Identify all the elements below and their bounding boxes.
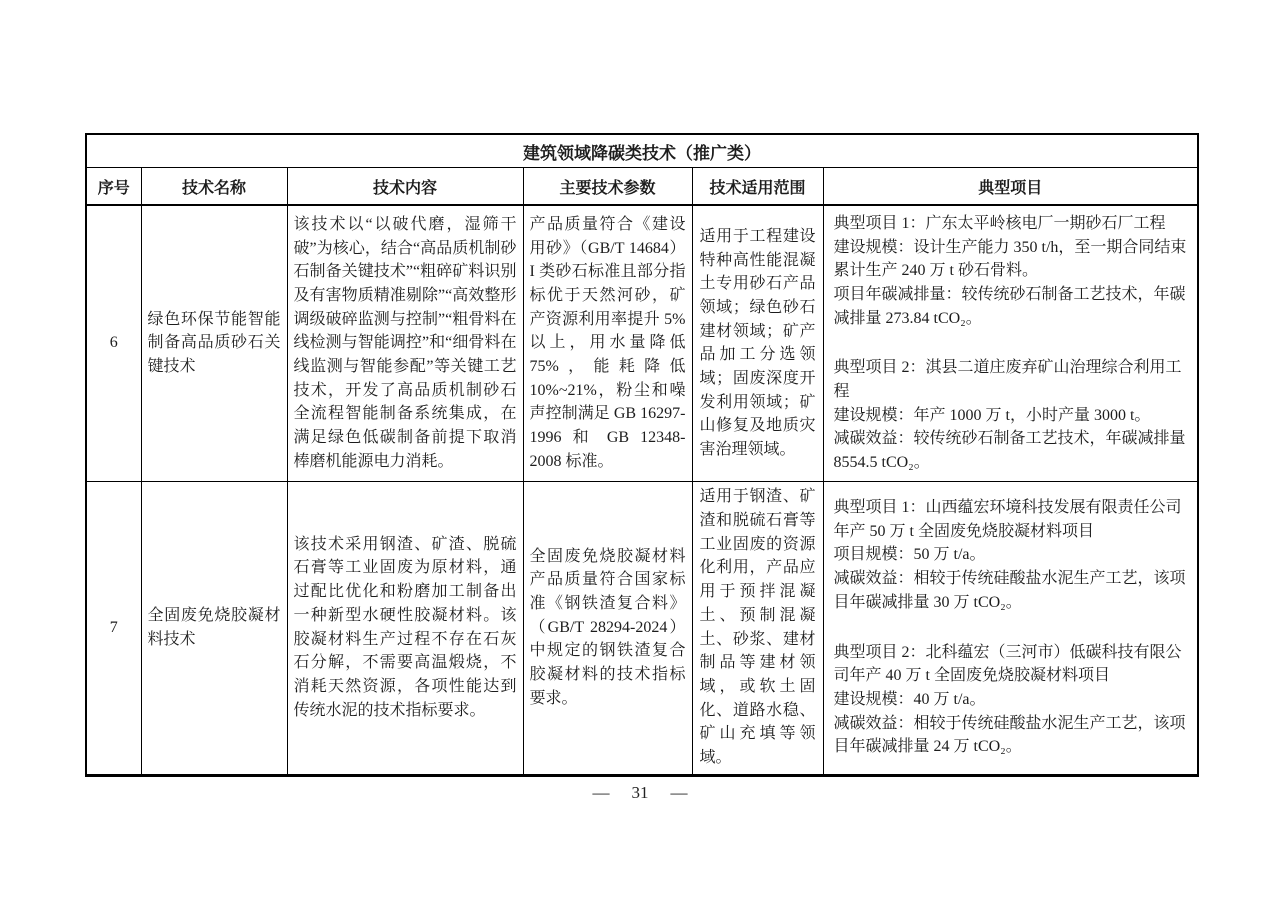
page-number-dash-left: —: [592, 783, 610, 802]
project-line: 减碳效益：较传统砂石制备工艺技术，年碳减排量 8554.5 tCO₂。: [833, 430, 1186, 471]
page-number: [0, 783, 1280, 803]
tech-params: 全固废免烧胶凝材料产品质量符合国家标准《钢铁渣复合料》（GB/T 28294-2024）中规定的钢铁渣复合胶凝材料的技术指标要求。: [523, 481, 692, 775]
project-gap: [834, 615, 1188, 641]
project-line: 项目年碳减排量：较传统砂石制备工艺技术，年碳减排量 273.84 tCO₂。: [833, 285, 1186, 327]
project-line: 减碳效益：相较于传统硅酸盐水泥生产工艺，该项目年碳减排量 30 万 tCO₂。: [833, 570, 1186, 611]
page-number-value: 31: [631, 783, 649, 802]
tech-scope: 适用于钢渣、矿渣和脱硫石膏等工业固废的资源化利用，产品应用于预拌混凝土、预制混凝土、砂浆、建材制品等建材领域，或软土固化、道路水稳、矿山充填等领域。: [692, 481, 823, 775]
table-row: [86, 205, 1198, 481]
tech-name: 全固废免烧胶凝材料技术: [141, 481, 287, 775]
project-line: 典型项目 2：北科蕴宏（三河市）低碳科技有限公司年产 40 万 t 全固废免烧胶凝材料项目: [833, 643, 1182, 685]
project-line: 项目规模：50 万 t/a。: [833, 546, 986, 564]
row-number: 7: [86, 481, 141, 775]
typical-projects: [823, 205, 1198, 481]
project-line: 建设规模：40 万 t/a。: [833, 690, 986, 708]
table-title-row: [86, 134, 1198, 168]
tech-table: [85, 133, 1199, 777]
tech-content: 该技术以“以破代磨，湿筛干破”为核心，结合“高品质机制砂石制备关键技术”“粗碎矿料识别及有害物质精准剔除”“高效整形调级破碎监测与控制”“粗骨料在线检测与智能调控”和“细骨料在线监测与智能参配”等关键工艺技术，开发了高品质机制砂石全流程智能制备系统集成，在满足绿色低碳制备前提下取消棒磨机能源电力消耗。: [287, 205, 523, 481]
col-header-typical-projects: 典型项目: [823, 168, 1198, 206]
typical-projects: [823, 481, 1198, 775]
tech-name: 绿色环保节能智能制备高品质砂石关键技术: [141, 205, 287, 481]
tech-content: 该技术采用钢渣、矿渣、脱硫石膏等工业固废为原材料，通过配比优化和粉磨加工制备出一种新型水硬性胶凝材料。该胶凝材料生产过程不存在石灰石分解，不需要高温煅烧，不消耗天然资源，各项性能达到传统水泥的技术指标要求。: [287, 481, 523, 775]
col-header-tech-name: 技术名称: [141, 168, 287, 206]
tech-scope: 适用于工程建设特种高性能混凝土专用砂石产品领域；绿色砂石建材领域；矿产品加工分选领域；固废深度开发利用领域；矿山修复及地质灾害治理领域。: [692, 205, 823, 481]
table-row: [86, 481, 1198, 775]
col-header-tech-scope: 技术适用范围: [692, 168, 823, 206]
table-title: 建筑领域降碳类技术（推广类）: [86, 134, 1198, 168]
project-line: 典型项目 2：淇县二道庄废弃矿山治理综合利用工程: [833, 359, 1182, 400]
row-number: 6: [86, 205, 141, 481]
project-line: 典型项目 1：山西蕴宏环境科技发展有限责任公司年产 50 万 t 全固废免烧胶凝材料项目: [833, 499, 1182, 540]
project-line: 建设规模：年产 1000 万 t，小时产量 3000 t。: [833, 406, 1151, 424]
col-header-no: 序号: [86, 168, 141, 206]
table-header-row: [86, 168, 1198, 206]
project-line: 建设规模：设计生产能力 350 t/h，至一期合同结束累计生产 240 万 t 砂石骨料。: [833, 238, 1187, 280]
col-header-tech-content: 技术内容: [287, 168, 523, 206]
tech-params: 产品质量符合《建设用砂》（GB/T 14684）I 类砂石标准且部分指标优于天然河砂，矿产资源利用率提升 5%以上，用水量降低 75%，能耗降低 10%~21%，粉尘和噪声控制满足 GB 16297-1996 和 GB 12348-2008 标准。: [523, 205, 692, 481]
project-line: 减碳效益：相较于传统硅酸盐水泥生产工艺，该项目年碳减排量 24 万 tCO₂。: [833, 714, 1186, 756]
project-line: 典型项目 1：广东太平岭核电厂一期砂石厂工程: [833, 214, 1166, 232]
col-header-tech-params: 主要技术参数: [523, 168, 692, 206]
page-number-dash-right: —: [670, 783, 688, 802]
project-gap: [834, 330, 1188, 356]
